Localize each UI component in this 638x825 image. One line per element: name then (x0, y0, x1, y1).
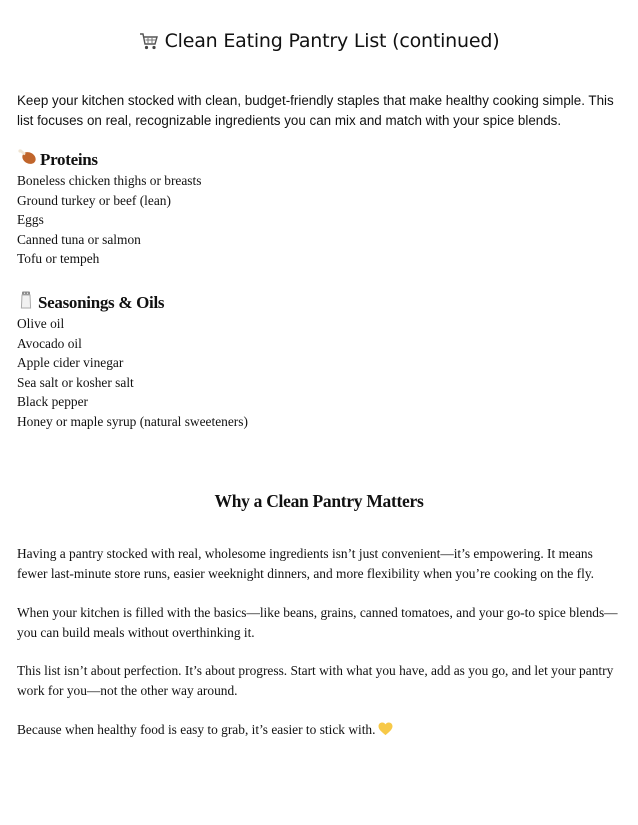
section-heading-seasonings (17, 290, 164, 315)
section-heading-proteins (17, 148, 98, 171)
proteins-list (17, 171, 201, 269)
why-paragraph: When your kitchen is filled with the basics—like beans, grains, canned tomatoes, and your go-to spice blends—you can build meals without overthinking it. (17, 605, 618, 640)
list-item: Eggs (17, 212, 44, 227)
section-heading-text: Proteins (40, 149, 98, 169)
seasonings-list (17, 314, 248, 431)
why-paragraph: Having a pantry stocked with real, wholesome ingredients isn’t just convenient—it’s empowering. It means fewer last-minute store runs, easier weeknight dinners, and more flexibility when you’re cooking on the fly. (17, 546, 594, 581)
why-section-title: Why a Clean Pantry Matters (214, 491, 424, 511)
list-item: Honey or maple syrup (natural sweeteners) (17, 413, 248, 429)
why-paragraph: This list isn’t about perfection. It’s about progress. Start with what you have, add as you go, and let your pantry work for you—not the other way around. (17, 663, 614, 698)
closing-text: Because when healthy food is easy to grab, it’s easier to stick with. (17, 722, 376, 737)
intro-paragraph: Keep your kitchen stocked with clean, budget-friendly staples that make healthy cooking simple. This list focuses on real, recognizable ingredients you can mix and match with your spice blends. (17, 93, 614, 128)
document-title-text: Clean Eating Pantry List (continued) (164, 30, 500, 52)
shopping-cart-icon (139, 32, 159, 55)
list-item: Tofu or tempeh (17, 251, 100, 266)
list-item: Avocado oil (17, 335, 82, 351)
drumstick-icon (17, 148, 37, 171)
list-item: Ground turkey or beef (lean) (17, 192, 171, 208)
yellow-heart-icon (378, 722, 393, 742)
salt-shaker-icon (17, 290, 35, 315)
list-item: Sea salt or kosher salt (17, 374, 134, 390)
list-item: Black pepper (17, 394, 89, 409)
list-item: Olive oil (17, 316, 65, 331)
document-title (0, 30, 638, 55)
why-closing-paragraph (17, 720, 623, 742)
list-item: Canned tuna or salmon (17, 231, 141, 247)
section-heading-text: Seasonings & Oils (38, 292, 165, 312)
list-item: Boneless chicken thighs or breasts (17, 173, 202, 188)
list-item: Apple cider vinegar (17, 355, 124, 370)
